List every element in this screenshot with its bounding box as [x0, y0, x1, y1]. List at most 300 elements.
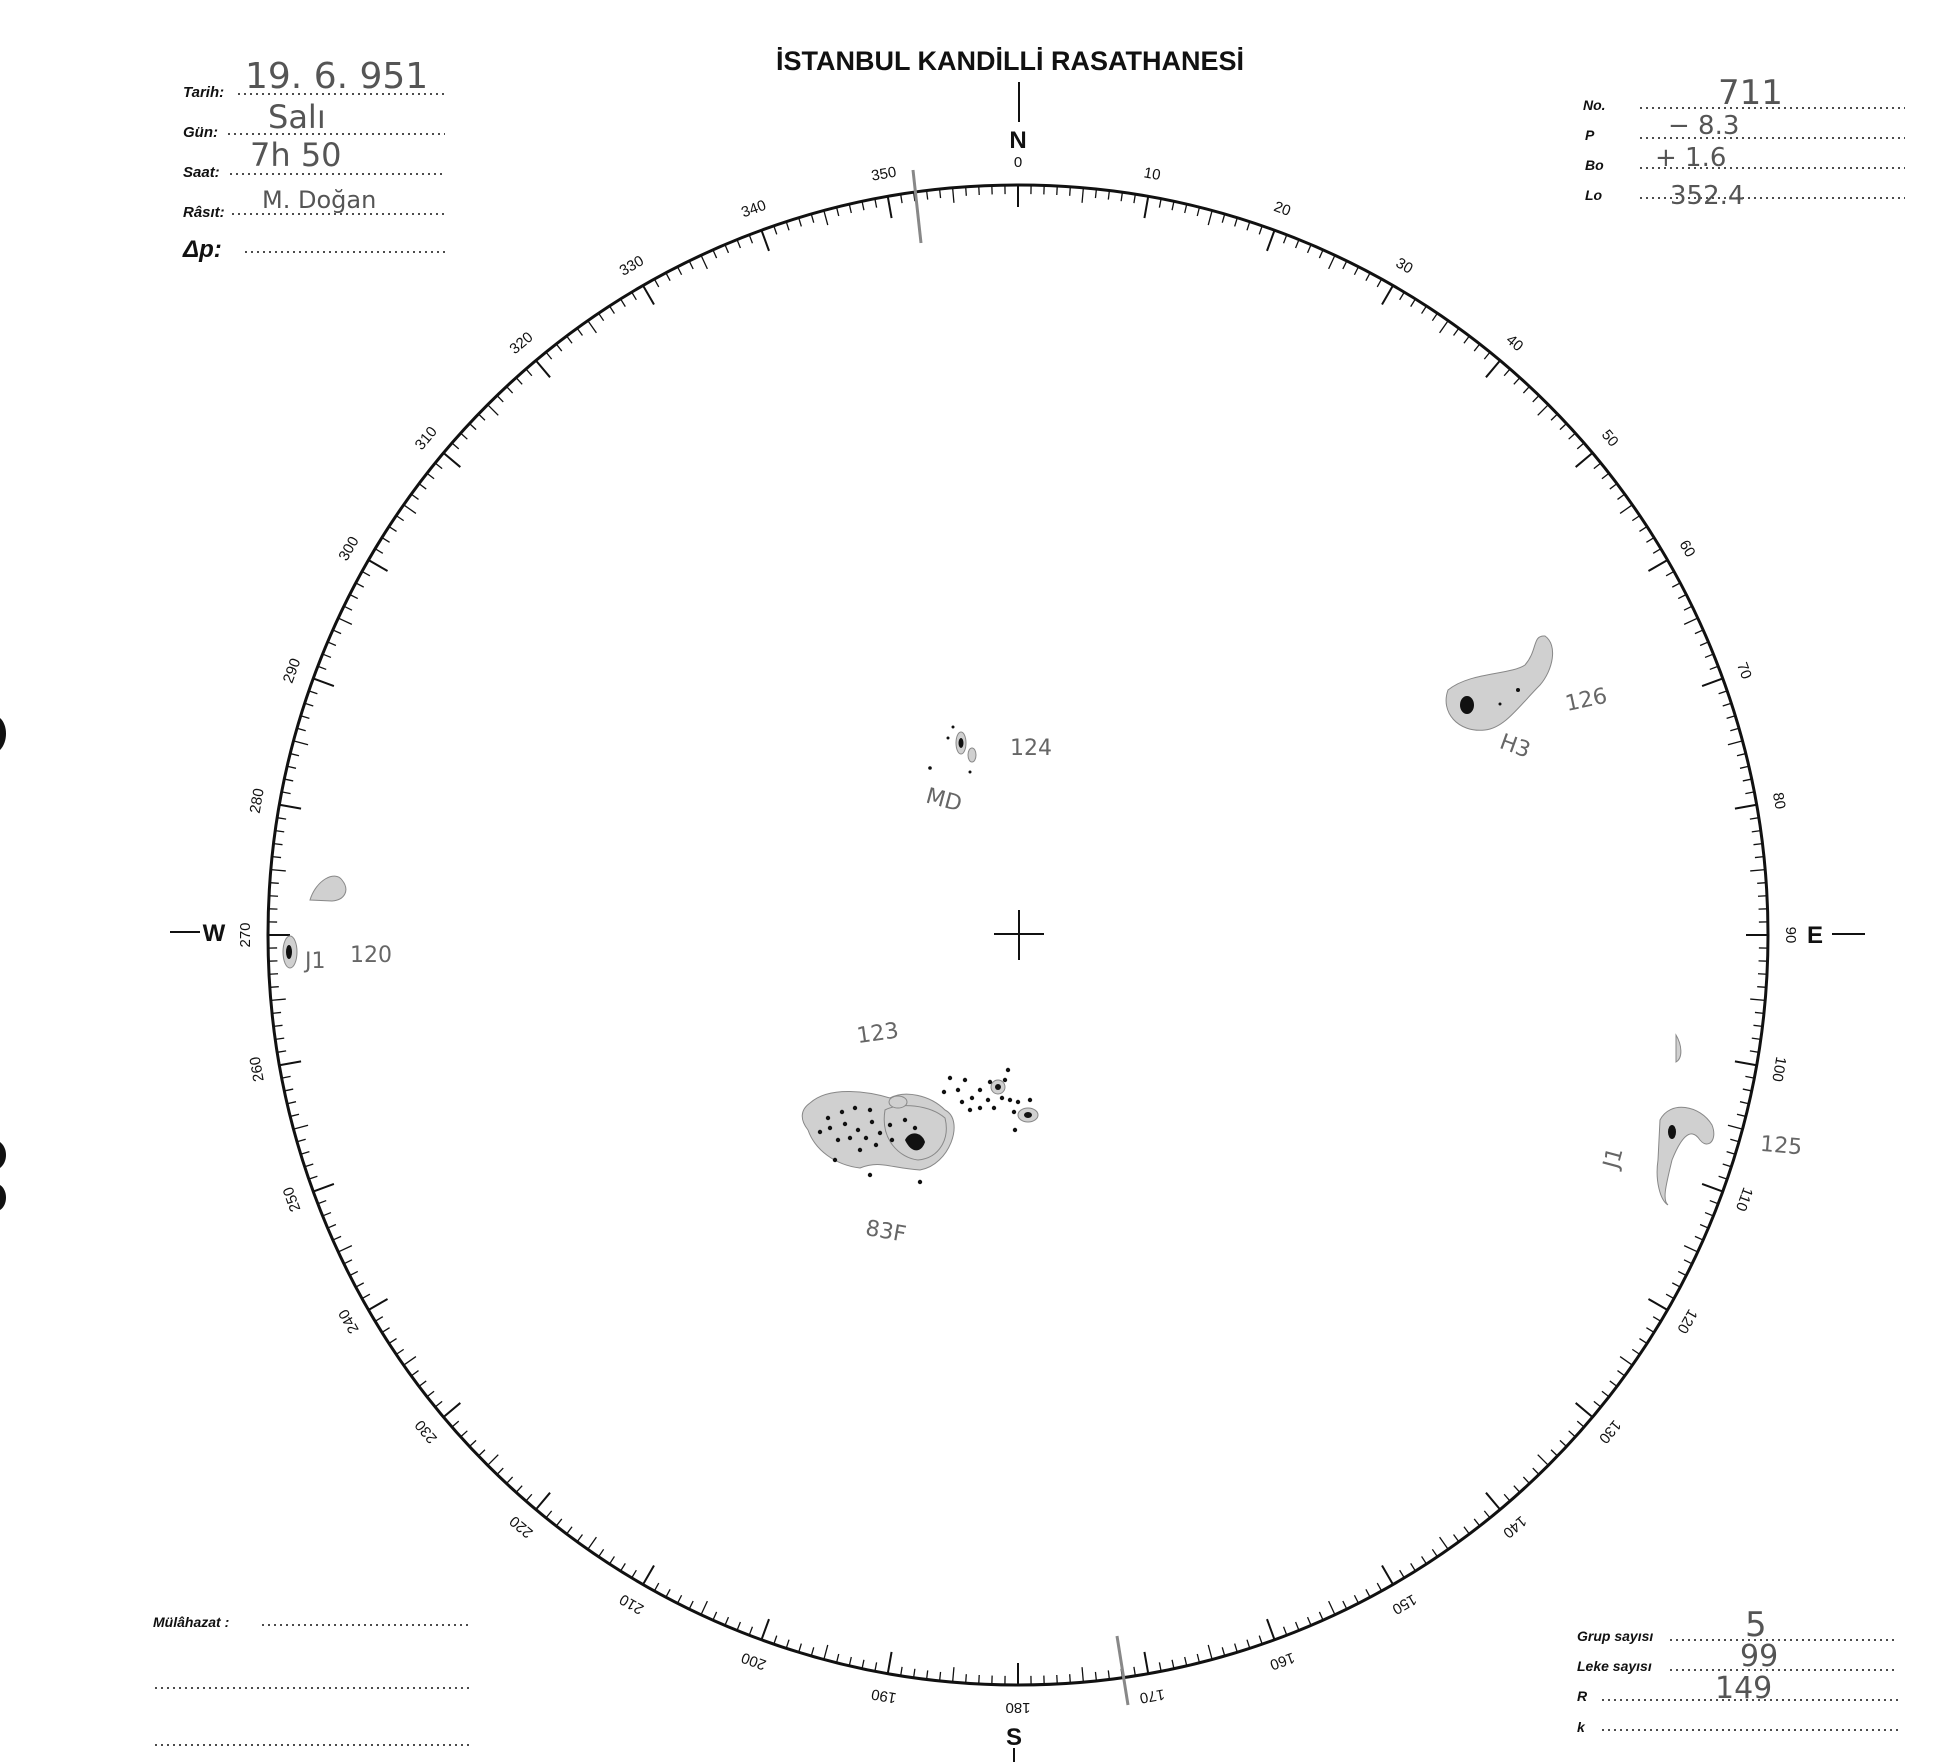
- degree-tick: [309, 1176, 318, 1179]
- degree-tick: [350, 595, 358, 599]
- degree-tick: [888, 1652, 892, 1674]
- degree-tick: [1666, 571, 1674, 575]
- degree-tick: [1247, 1640, 1250, 1649]
- degree-tick: [1235, 1644, 1238, 1653]
- degree-tick: [1343, 1601, 1347, 1609]
- degree-label: 200: [739, 1648, 769, 1674]
- degree-tick: [469, 1440, 476, 1446]
- degree-tick: [749, 235, 752, 243]
- degree-tick: [1319, 250, 1323, 258]
- degree-tick: [713, 250, 717, 258]
- degree-tick: [1208, 1645, 1212, 1659]
- degree-tick: [356, 583, 364, 587]
- degree-tick: [678, 1595, 682, 1603]
- degree-tick: [404, 505, 416, 514]
- sunspot-pore: [960, 1100, 964, 1104]
- degree-tick: [701, 255, 707, 269]
- degree-tick: [287, 766, 296, 768]
- degree-tick: [678, 267, 682, 275]
- degree-tick: [1684, 618, 1698, 624]
- degree-tick: [1617, 494, 1624, 499]
- degree-label: 270: [236, 922, 254, 948]
- no-label: No.: [1583, 97, 1606, 113]
- degree-tick: [654, 1583, 658, 1591]
- lo-value: 352.4: [1670, 181, 1745, 211]
- degree-label: 340: [739, 196, 769, 222]
- degree-tick: [1723, 1164, 1732, 1167]
- degree-tick: [344, 1260, 352, 1264]
- degree-tick: [1648, 1299, 1667, 1310]
- degree-tick: [1533, 395, 1539, 401]
- sunspot-pore: [1016, 1100, 1020, 1104]
- day-value: Salı: [268, 98, 326, 136]
- no-value: 711: [1718, 73, 1783, 113]
- degree-tick: [313, 1184, 334, 1192]
- degree-tick: [488, 405, 499, 416]
- degree-tick: [282, 1076, 291, 1078]
- degree-tick: [1666, 1294, 1674, 1298]
- degree-tick: [526, 369, 532, 376]
- degree-tick: [1454, 328, 1459, 335]
- degree-tick: [1551, 414, 1557, 420]
- degree-tick: [1743, 1089, 1752, 1091]
- degree-tick: [1594, 463, 1601, 469]
- degree-tick: [1560, 1440, 1567, 1446]
- sunspot-pore: [888, 1123, 892, 1127]
- degree-tick: [1684, 1246, 1698, 1252]
- degree-tick: [666, 273, 670, 281]
- degree-tick: [599, 1549, 604, 1556]
- degree-tick: [1740, 1102, 1749, 1104]
- degree-tick: [1737, 754, 1746, 756]
- degree-tick: [469, 424, 476, 430]
- k-label: k: [1577, 1719, 1585, 1735]
- degree-tick: [396, 1349, 403, 1354]
- degree-tick: [419, 1381, 426, 1386]
- degree-tick: [452, 443, 459, 449]
- degree-tick: [1620, 1357, 1632, 1366]
- degree-tick: [1728, 741, 1742, 745]
- sunspot-pore: [840, 1110, 844, 1114]
- degree-label: 230: [411, 1416, 441, 1447]
- group-120-class: J1: [305, 949, 326, 974]
- degree-tick: [1648, 560, 1667, 571]
- header-right: [1583, 73, 1905, 211]
- degree-label: 300: [335, 533, 363, 564]
- degree-tick: [536, 360, 550, 377]
- degree-tick: [516, 1486, 522, 1493]
- degree-tick: [350, 1271, 358, 1275]
- sunspot-pore: [890, 1138, 894, 1142]
- degree-tick: [577, 1534, 582, 1541]
- degree-tick: [1514, 378, 1520, 385]
- degree-tick: [1569, 1431, 1576, 1437]
- degree-label: 210: [616, 1590, 647, 1618]
- degree-tick: [1247, 222, 1250, 231]
- degree-tick: [344, 606, 352, 610]
- degree-label: 310: [411, 423, 441, 454]
- degree-tick: [1730, 1139, 1739, 1141]
- sunspot-pore: [870, 1120, 874, 1124]
- degree-tick: [452, 1421, 459, 1427]
- degree-tick: [488, 1455, 499, 1466]
- sunspot-pore: [992, 1106, 996, 1110]
- sunspot-pore: [988, 1080, 992, 1084]
- degree-tick: [1284, 235, 1287, 243]
- degree-tick: [875, 199, 877, 208]
- degree-label: 220: [506, 1512, 537, 1542]
- remarks-label: Mülâhazat :: [153, 1614, 230, 1630]
- degree-tick: [333, 1236, 341, 1240]
- degree-tick: [305, 1164, 314, 1167]
- footer-left: [153, 1614, 472, 1745]
- degree-label: 20: [1271, 198, 1293, 220]
- degree-tick: [1610, 1381, 1617, 1386]
- degree-label: 180: [1005, 1699, 1031, 1717]
- degree-tick: [1750, 999, 1765, 1000]
- degree-tick: [824, 211, 828, 225]
- degree-tick: [1576, 453, 1593, 467]
- degree-tick: [1504, 369, 1510, 376]
- degree-tick: [786, 222, 789, 231]
- degree-tick: [1653, 549, 1661, 554]
- degree-tick: [526, 1494, 532, 1501]
- degree-tick: [811, 214, 813, 223]
- degree-tick: [1366, 273, 1370, 281]
- degree-tick: [737, 1622, 740, 1630]
- bo-value: + 1.6: [1655, 143, 1727, 173]
- sunspot-pore: [942, 1090, 946, 1094]
- degree-tick: [737, 240, 740, 248]
- degree-tick: [443, 453, 460, 467]
- degree-tick: [497, 395, 503, 401]
- degree-tick: [725, 1617, 729, 1625]
- degree-tick: [297, 1139, 306, 1141]
- degree-tick: [279, 805, 301, 809]
- sunspot-pore: [986, 1098, 990, 1102]
- degree-tick: [953, 1667, 954, 1682]
- degree-tick: [1538, 405, 1549, 416]
- sunspot-pore: [833, 1158, 837, 1162]
- disk-center-cross: [994, 910, 1044, 960]
- degree-tick: [1377, 1583, 1381, 1591]
- degree-tick: [1514, 1486, 1520, 1493]
- degree-tick: [1684, 1260, 1692, 1264]
- group-124-number: 124: [1010, 736, 1052, 761]
- sunspot-pore: [874, 1143, 878, 1147]
- degree-tick: [953, 188, 954, 203]
- degree-tick: [567, 1527, 572, 1534]
- degree-tick: [1610, 484, 1617, 489]
- degree-label: 90: [1782, 926, 1800, 944]
- sunspot-pore: [826, 1116, 830, 1120]
- degree-tick: [588, 1537, 597, 1549]
- degree-tick: [284, 779, 293, 781]
- degree-tick: [435, 1401, 442, 1407]
- degree-tick: [643, 1565, 654, 1584]
- group-count-value: 5: [1745, 1605, 1767, 1645]
- degree-tick: [1422, 306, 1427, 314]
- degree-tick: [301, 1152, 310, 1155]
- degree-tick: [1454, 1534, 1459, 1541]
- degree-tick: [1684, 606, 1692, 610]
- degree-tick: [1172, 1660, 1174, 1669]
- degree-tick: [546, 352, 552, 359]
- degree-tick: [277, 1051, 286, 1052]
- degree-tick: [1432, 1549, 1437, 1556]
- degree-tick: [389, 527, 397, 532]
- degree-label: 190: [870, 1685, 898, 1707]
- degree-tick: [382, 538, 390, 543]
- degree-tick: [1222, 214, 1224, 223]
- degree-tick: [1144, 196, 1148, 218]
- degree-tick: [1354, 1595, 1358, 1603]
- degree-tick: [1070, 1674, 1071, 1683]
- degree-tick: [1296, 1622, 1299, 1630]
- degree-tick: [1400, 1570, 1405, 1578]
- degree-tick: [1464, 1527, 1469, 1534]
- degree-tick: [301, 716, 310, 719]
- degree-tick: [621, 1563, 626, 1571]
- degree-tick: [427, 1391, 434, 1397]
- degree-tick: [1735, 1061, 1757, 1065]
- degree-label: 250: [279, 1184, 305, 1214]
- lo-label: Lo: [1585, 187, 1603, 203]
- degree-tick: [1484, 1511, 1490, 1518]
- sunspot-pore: [848, 1136, 852, 1140]
- degree-tick: [713, 1612, 717, 1620]
- degree-tick: [318, 1201, 326, 1204]
- degree-tick: [1719, 1176, 1728, 1179]
- group-126-number: 126: [1563, 683, 1610, 717]
- degree-tick: [1259, 1636, 1262, 1645]
- degree-tick: [1710, 1201, 1718, 1204]
- degree-tick: [1082, 1667, 1083, 1682]
- degree-tick: [1632, 1349, 1639, 1354]
- sunspot-pore: [858, 1148, 862, 1152]
- degree-tick: [1474, 1519, 1480, 1526]
- degree-tick: [1474, 344, 1480, 351]
- degree-tick: [375, 1317, 383, 1322]
- sunspot-group-120: [283, 876, 392, 974]
- degree-tick: [1757, 987, 1766, 988]
- east-label: E: [1806, 922, 1824, 949]
- header-left: [182, 56, 445, 263]
- degree-tick: [1329, 255, 1335, 269]
- degree-tick: [279, 1061, 301, 1065]
- sunspot-pore: [903, 1118, 907, 1122]
- degree-tick: [328, 1225, 336, 1229]
- sunspot-pore: [818, 1130, 822, 1134]
- time-value: 7h 50: [250, 136, 342, 174]
- spot-count-value: 99: [1740, 1639, 1779, 1674]
- degree-tick: [761, 230, 769, 251]
- degree-tick: [516, 378, 522, 385]
- degree-tick: [1757, 883, 1766, 884]
- degree-tick: [1620, 505, 1632, 514]
- sunspot-pore: [878, 1131, 882, 1135]
- degree-tick: [1197, 207, 1199, 216]
- sunspot-pore: [1028, 1098, 1032, 1102]
- degree-tick: [1672, 583, 1680, 587]
- degree-tick: [1464, 336, 1469, 343]
- degree-tick: [1735, 805, 1757, 809]
- degree-tick: [556, 344, 562, 351]
- degree-label: 240: [335, 1306, 363, 1337]
- degree-tick: [323, 1213, 331, 1216]
- degree-tick: [333, 630, 341, 634]
- sunspot-pore: [853, 1106, 857, 1110]
- degree-tick: [1695, 630, 1703, 634]
- sunspot-pore: [843, 1122, 847, 1126]
- degree-tick: [862, 1660, 864, 1669]
- degree-tick: [1134, 1667, 1135, 1676]
- degree-tick: [1740, 766, 1749, 768]
- sunspot-pore: [978, 1088, 982, 1092]
- degree-tick: [1197, 1654, 1199, 1663]
- degree-tick: [1678, 595, 1686, 599]
- degree-tick: [290, 754, 299, 756]
- sunspot-pore: [1006, 1068, 1010, 1072]
- degree-tick: [427, 473, 434, 479]
- degree-tick: [396, 516, 403, 521]
- degree-tick: [368, 1299, 387, 1310]
- degree-tick: [338, 618, 352, 624]
- degree-tick: [1646, 538, 1654, 543]
- degree-tick: [1382, 1565, 1393, 1584]
- degree-tick: [811, 1647, 813, 1656]
- degree-tick: [362, 571, 370, 575]
- observer-label: Râsıt:: [183, 204, 225, 221]
- degree-tick: [435, 463, 442, 469]
- degree-tick: [1678, 1271, 1686, 1275]
- degree-tick: [443, 1403, 460, 1417]
- degree-label: 290: [279, 656, 305, 686]
- degree-tick: [632, 1570, 637, 1578]
- bo-label: Bo: [1585, 157, 1604, 173]
- sunspot-pore: [868, 1108, 872, 1112]
- degree-tick: [1533, 1468, 1539, 1474]
- group-123-number: 123: [855, 1018, 901, 1050]
- sunspot-pore: [1000, 1096, 1004, 1100]
- degree-tick: [1185, 204, 1187, 213]
- sunspot-pore: [1008, 1098, 1012, 1102]
- degree-tick: [368, 560, 387, 571]
- degree-tick: [689, 1601, 693, 1609]
- degree-tick: [270, 883, 279, 884]
- group-count-label: Grup sayısı: [1577, 1628, 1654, 1644]
- spot-count-label: Leke sayısı: [1577, 1658, 1652, 1674]
- time-label: Saat:: [183, 164, 220, 181]
- degree-tick: [1308, 245, 1312, 253]
- sunspot-pore: [978, 1106, 982, 1110]
- observer-value: M. Doğan: [262, 186, 377, 214]
- degree-tick: [1366, 1589, 1370, 1597]
- degree-tick: [1702, 678, 1723, 686]
- degree-tick: [786, 1640, 789, 1649]
- degree-tick: [1144, 1652, 1148, 1674]
- degree-tick: [1727, 716, 1736, 719]
- degree-tick: [1382, 285, 1393, 304]
- degree-label: 70: [1733, 660, 1755, 682]
- degree-tick: [1222, 1647, 1224, 1656]
- group-124-class: MD: [923, 783, 965, 818]
- degree-label: 40: [1502, 331, 1527, 356]
- sunspot-pore: [918, 1180, 922, 1184]
- degree-tick: [287, 1102, 296, 1104]
- sunspot-pore: [868, 1173, 872, 1177]
- degree-label: 260: [246, 1055, 268, 1083]
- degree-tick: [536, 1493, 550, 1510]
- degree-tick: [1411, 1563, 1416, 1571]
- r-label: R: [1577, 1688, 1588, 1704]
- degree-tick: [1082, 188, 1083, 203]
- degree-label: 100: [1768, 1055, 1790, 1083]
- sunspot-pore: [963, 1078, 967, 1082]
- degree-tick: [888, 196, 892, 218]
- sunspot-pore: [1012, 1110, 1016, 1114]
- degree-tick: [1284, 1627, 1287, 1635]
- degree-tick: [1737, 1114, 1746, 1116]
- degree-tick: [1672, 1283, 1680, 1287]
- degree-tick: [507, 1477, 513, 1484]
- degree-tick: [1538, 1455, 1549, 1466]
- sunspot-pore: [913, 1126, 917, 1130]
- degree-label: 150: [1389, 1590, 1420, 1618]
- degree-tick: [837, 207, 839, 216]
- degree-tick: [1343, 261, 1347, 269]
- degree-tick: [1719, 691, 1728, 694]
- degree-tick: [282, 792, 291, 794]
- degree-tick: [328, 642, 336, 646]
- degree-tick: [588, 321, 597, 333]
- degree-tick: [338, 1246, 352, 1252]
- sunspot-group-123: [802, 1018, 1038, 1247]
- degree-tick: [478, 414, 484, 420]
- degree-tick: [689, 261, 693, 269]
- degree-tick: [901, 194, 902, 203]
- degree-tick: [701, 1601, 707, 1615]
- degree-tick: [1070, 187, 1071, 196]
- degree-tick: [271, 870, 286, 871]
- degree-tick: [1569, 433, 1576, 439]
- degree-tick: [1695, 1236, 1703, 1240]
- delta-p-label: Δp:: [183, 236, 222, 263]
- degree-tick: [294, 741, 308, 745]
- sunspot-group-124: [923, 726, 1052, 818]
- footer-right: [1577, 1605, 1898, 1735]
- degree-tick: [284, 1089, 293, 1091]
- degree-tick: [966, 187, 967, 196]
- degree-label: 350: [870, 163, 898, 185]
- degree-tick: [1577, 443, 1584, 449]
- north-zero-label: 0: [1013, 154, 1023, 171]
- degree-tick: [1700, 642, 1708, 646]
- degree-tick: [1750, 870, 1765, 871]
- degree-label: 80: [1768, 791, 1789, 811]
- compass: [170, 82, 1865, 1762]
- degree-tick: [610, 1556, 615, 1564]
- degree-label: 120: [1673, 1306, 1701, 1337]
- degree-tick: [1576, 1403, 1593, 1417]
- degree-label: 130: [1595, 1416, 1625, 1447]
- degree-tick: [1639, 1339, 1647, 1344]
- binding-marks: [0, 718, 6, 1210]
- degree-tick: [1705, 1213, 1713, 1216]
- sunspot-group-126: [1446, 636, 1609, 764]
- degree-tick: [1267, 1619, 1275, 1640]
- sunspot-pore: [856, 1128, 860, 1132]
